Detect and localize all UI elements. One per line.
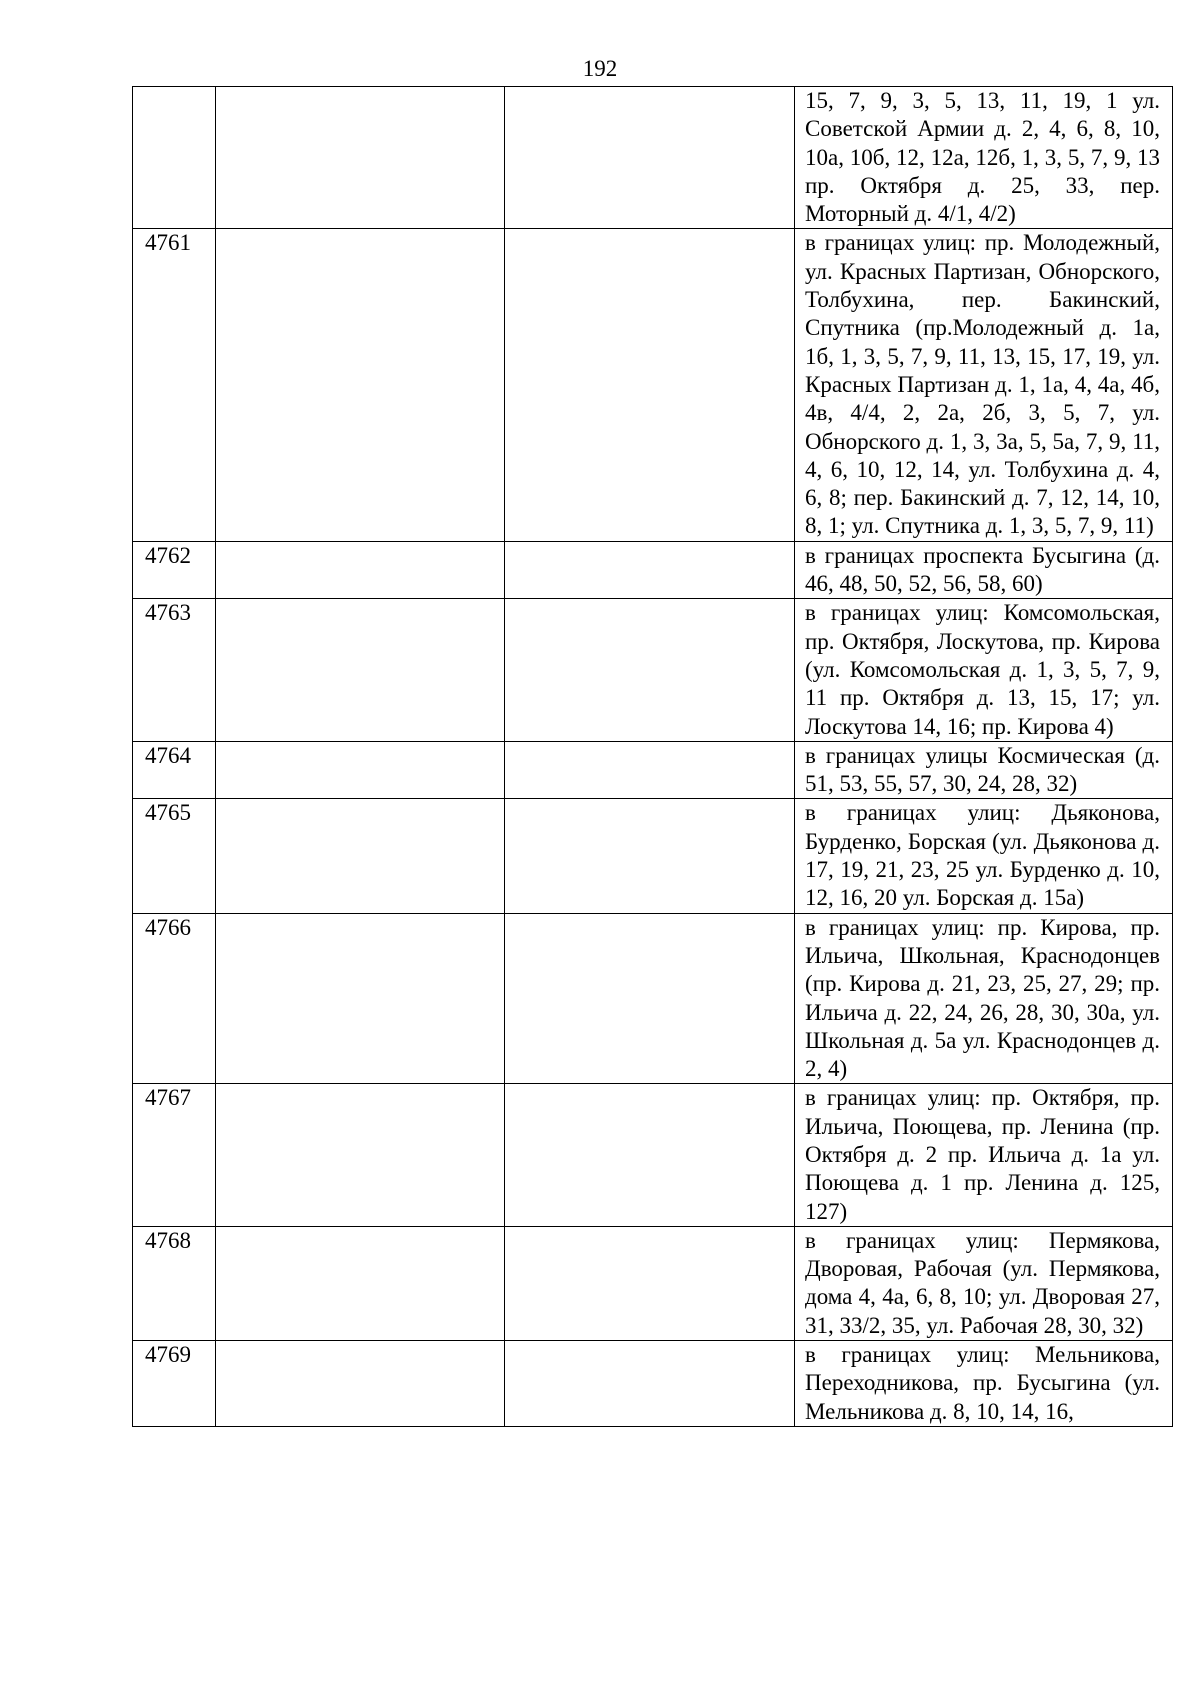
station-number-cell: 4766: [133, 913, 216, 1084]
description-line: Пермякова, дома 4, 4а, 6, 8, 10;: [805, 1256, 1160, 1310]
description-line: (д. 46, 48, 50, 52, 56, 58, 60): [805, 542, 1160, 597]
description-line: Комсомольская д. 1, 3, 5, 7, 9,: [849, 656, 1160, 682]
boundary-description-cell: [795, 799, 1173, 913]
station-number-cell: 4764: [133, 741, 216, 799]
station-number-cell: 4763: [133, 599, 216, 741]
description-line: в границах проспекта Бусыгина: [805, 542, 1127, 568]
empty-cell: [216, 1084, 505, 1226]
description-line: в границах улиц:: [805, 600, 989, 626]
description-line: 17, 19, ул. Красных Партизан д.: [805, 343, 1160, 397]
description-line: Школьная д. 5а ул.: [805, 1027, 991, 1053]
description-line: ул. Рабочая 28, 30, 32): [926, 1312, 1144, 1338]
empty-cell: [505, 1226, 795, 1340]
boundary-description-cell: [795, 541, 1173, 599]
empty-cell: [216, 599, 505, 741]
empty-cell: [505, 1084, 795, 1226]
boundary-description-cell: [795, 1341, 1173, 1427]
description-line: Бурденко, Борская (ул.: [805, 828, 1028, 854]
boundary-description-cell: [795, 1084, 1173, 1226]
empty-cell: [216, 229, 505, 541]
empty-cell: [505, 541, 795, 599]
empty-cell: [216, 913, 505, 1084]
description-line: Краснодонцев д. 2, 4): [805, 1027, 1160, 1082]
empty-cell: [216, 1226, 505, 1340]
table-row: [133, 913, 1173, 1084]
table-row: [133, 541, 1173, 599]
description-line: пер. Бакинский д. 7, 12, 14, 10,: [853, 485, 1161, 511]
description-line: ул. Дворовая 27, 31, 33/2, 35,: [805, 1284, 1161, 1338]
boundary-description-cell: [795, 913, 1173, 1084]
description-line: 11 пр. Октября д. 13, 15, 17; ул.: [805, 685, 1160, 711]
table-row: [133, 1341, 1173, 1427]
description-line: в границах улиц: пр. Кирова,: [805, 914, 1118, 940]
description-line: в границах улиц: пр.: [805, 230, 1015, 256]
description-line: (ул. Мельникова д. 8, 10, 14, 16,: [805, 1370, 1161, 1424]
empty-cell: [216, 87, 505, 229]
description-line: 5, 7, 9, 13 пр. Октября д. 25, 33,: [805, 144, 1161, 198]
description-line: Ильича д. 1а ул. Поющева д. 1: [805, 1141, 1160, 1196]
station-number-cell: 4761: [133, 229, 216, 541]
empty-cell: [505, 1341, 795, 1427]
description-line: 1а, 1б, 1, 3, 5, 7, 9, 11, 13, 15,: [805, 315, 1160, 369]
description-line: Толбухина, пер. Бакинский,: [805, 287, 1160, 313]
description-line: ул. Бурденко д. 10, 12, 16, 20: [805, 857, 1161, 911]
station-number-cell: 4762: [133, 541, 216, 599]
description-line: 21, 23, 25, 27, 29; пр. Ильича д.: [805, 971, 1160, 1025]
empty-cell: [505, 741, 795, 799]
description-line: Лоскутова 14, 16; пр. Кирова 4): [805, 713, 1114, 739]
description-line: Дьяконова д. 17, 19, 21, 23, 25: [805, 828, 1161, 883]
boundary-description-cell: [795, 87, 1173, 229]
empty-cell: [216, 1341, 505, 1427]
boundary-description-cell: [795, 1226, 1173, 1340]
description-line: 15, 7, 9, 3, 5, 13, 11, 19, 1 ул.: [805, 88, 1160, 113]
description-line: в границах улицы Космическая: [805, 742, 1125, 768]
boundary-description-cell: [795, 229, 1173, 541]
description-line: в границах улиц: Мельникова,: [805, 1342, 1160, 1368]
boundary-description-cell: [795, 741, 1173, 799]
description-line: Краснодонцев (пр. Кирова д.: [805, 942, 1160, 997]
page-number: 192: [582, 56, 618, 81]
empty-cell: [216, 799, 505, 913]
station-number-cell: 4767: [133, 1084, 216, 1226]
description-line: в границах улиц: пр. Октября,: [805, 1085, 1120, 1111]
table-row: [133, 229, 1173, 541]
polling-station-table: [132, 86, 1173, 1427]
description-line: 1, 1а, 4, 4а, 4б, 4в, 4/4, 2, 2а, 2б,: [805, 371, 1161, 426]
empty-cell: [505, 229, 795, 541]
empty-cell: [216, 741, 505, 799]
empty-cell: [505, 913, 795, 1084]
description-line: в границах улиц: Пермякова,: [805, 1227, 1160, 1253]
description-line: Ленина (пр. Октября д. 2 пр.: [805, 1113, 1160, 1167]
table-row: [133, 799, 1173, 913]
station-number-cell: 4765: [133, 799, 216, 913]
table-row: [133, 599, 1173, 741]
description-line: Дворовая, Рабочая (ул.: [805, 1256, 1039, 1282]
boundary-description-cell: [795, 599, 1173, 741]
description-line: 22, 24, 26, 28, 30, 30а, ул.: [908, 999, 1160, 1025]
description-line: 3, 5, 7, ул. Обнорского д. 1, 3,: [805, 400, 1160, 454]
description-line: пр. Ильича, Школьная,: [805, 914, 1161, 968]
description-line: Комсомольская, пр. Октября,: [805, 600, 1160, 654]
description-line: 10, 10а, 10б, 12, 12а, 12б, 1, 3,: [805, 116, 1161, 170]
description-line: 9, 11): [1100, 513, 1154, 539]
description-line: Советской Армии д. 2, 4, 6, 8,: [805, 116, 1122, 142]
description-line: ул. Борская д. 15а): [902, 885, 1085, 911]
station-number-cell: 4769: [133, 1341, 216, 1427]
description-line: 14, ул. Толбухина д. 4, 6, 8;: [805, 456, 1161, 511]
description-line: 3а, 5, 5а, 7, 9, 11, 4, 6, 10, 12,: [805, 428, 1161, 482]
description-line: Лоскутова, пр. Кирова (ул.: [805, 628, 1160, 682]
table-body: [133, 87, 1173, 1427]
description-line: пр. Ленина д. 125, 127): [805, 1170, 1161, 1224]
empty-cell: [505, 799, 795, 913]
table-row: [133, 87, 1173, 229]
description-line: Спутника (пр.Молодежный д.: [805, 315, 1117, 341]
station-number-cell: [133, 87, 216, 229]
empty-cell: [505, 599, 795, 741]
description-line: Молодежный, ул. Красных: [805, 230, 1160, 284]
description-line: 8, 1; ул. Спутника д. 1, 3, 5, 7,: [805, 513, 1096, 539]
description-line: в границах улиц: Дьяконова,: [805, 800, 1160, 826]
empty-cell: [505, 87, 795, 229]
empty-cell: [216, 541, 505, 599]
description-line: пр. Ильича, Поющева, пр.: [805, 1085, 1160, 1139]
table-row: [133, 1084, 1173, 1226]
station-number-cell: 4768: [133, 1226, 216, 1340]
description-line: Переходникова, пр. Бусыгина: [805, 1370, 1111, 1396]
description-line: (д. 51, 53, 55, 57, 30, 24, 28, 32): [805, 742, 1160, 797]
table-row: [133, 1226, 1173, 1340]
table-row: [133, 741, 1173, 799]
description-line: пер. Моторный д. 4/1, 4/2): [805, 172, 1160, 227]
description-line: Партизан, Обнорского,: [933, 258, 1160, 284]
